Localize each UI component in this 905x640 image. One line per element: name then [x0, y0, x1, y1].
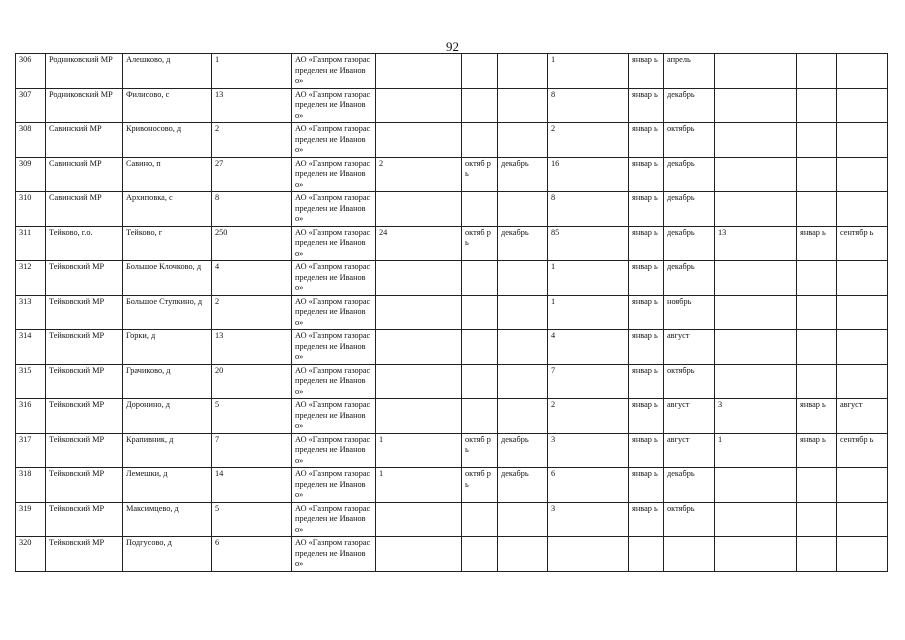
col11-cell [715, 157, 797, 192]
table-row [16, 537, 888, 572]
settlement-cell: Максимцево, д [123, 502, 212, 537]
col9-cell: январ ь [629, 330, 664, 365]
col11-cell [715, 123, 797, 158]
col12-cell [797, 502, 837, 537]
row-number-cell: 318 [16, 468, 46, 503]
row-number-cell: 306 [16, 54, 46, 89]
col6-cell [462, 330, 498, 365]
col10-cell: октябрь [664, 364, 715, 399]
col11-cell: 13 [715, 226, 797, 261]
settlement-cell: Горки, д [123, 330, 212, 365]
operator-cell: АО «Газпром газораспределен ие Иваново» [292, 123, 376, 158]
col11-cell: 3 [715, 399, 797, 434]
col9-cell: январ ь [629, 468, 664, 503]
operator-cell: АО «Газпром газораспределен ие Иваново» [292, 226, 376, 261]
table-row [16, 502, 888, 537]
col9-cell: январ ь [629, 433, 664, 468]
col8-cell: 2 [548, 123, 629, 158]
operator-cell: АО «Газпром газораспределен ие Иваново» [292, 399, 376, 434]
table-row [16, 226, 888, 261]
col13-cell: сентябр ь [837, 433, 888, 468]
col5-cell [376, 364, 462, 399]
col6-cell [462, 88, 498, 123]
col9-cell [629, 537, 664, 572]
district-cell: Савинский МР [46, 192, 123, 227]
col6-cell: октяб рь [462, 226, 498, 261]
row-number-cell: 317 [16, 433, 46, 468]
district-cell: Савинский МР [46, 157, 123, 192]
col7-cell [498, 192, 548, 227]
col7-cell: декабрь [498, 157, 548, 192]
col5-cell [376, 54, 462, 89]
houses-cell: 1 [212, 54, 292, 89]
district-cell: Тейковский МР [46, 537, 123, 572]
col6-cell: октяб рь [462, 433, 498, 468]
row-number-cell: 308 [16, 123, 46, 158]
col7-cell [498, 54, 548, 89]
col8-cell: 7 [548, 364, 629, 399]
col9-cell: январ ь [629, 226, 664, 261]
col10-cell: декабрь [664, 261, 715, 296]
col8-cell: 6 [548, 468, 629, 503]
col5-cell [376, 261, 462, 296]
col13-cell [837, 54, 888, 89]
col12-cell [797, 468, 837, 503]
col9-cell: январ ь [629, 295, 664, 330]
operator-cell: АО «Газпром газораспределен ие Иваново» [292, 295, 376, 330]
houses-cell: 8 [212, 192, 292, 227]
houses-cell: 250 [212, 226, 292, 261]
table-row [16, 88, 888, 123]
col6-cell [462, 537, 498, 572]
col11-cell [715, 88, 797, 123]
table-row [16, 192, 888, 227]
col8-cell: 1 [548, 295, 629, 330]
col11-cell [715, 468, 797, 503]
col6-cell [462, 502, 498, 537]
col11-cell [715, 54, 797, 89]
operator-cell: АО «Газпром газораспределен ие Иваново» [292, 192, 376, 227]
col7-cell: декабрь [498, 226, 548, 261]
operator-cell: АО «Газпром газораспределен ие Иваново» [292, 364, 376, 399]
row-number-cell: 313 [16, 295, 46, 330]
operator-cell: АО «Газпром газораспределен ие Иваново» [292, 537, 376, 572]
col12-cell [797, 157, 837, 192]
col7-cell [498, 88, 548, 123]
col13-cell: август [837, 399, 888, 434]
table-row [16, 123, 888, 158]
houses-cell: 2 [212, 295, 292, 330]
col5-cell [376, 330, 462, 365]
col13-cell [837, 468, 888, 503]
col11-cell [715, 295, 797, 330]
col12-cell [797, 88, 837, 123]
col12-cell: январ ь [797, 433, 837, 468]
operator-cell: АО «Газпром газораспределен ие Иваново» [292, 502, 376, 537]
table-row [16, 330, 888, 365]
col9-cell: январ ь [629, 364, 664, 399]
col5-cell [376, 192, 462, 227]
table-row [16, 399, 888, 434]
col11-cell [715, 261, 797, 296]
row-number-cell: 315 [16, 364, 46, 399]
operator-cell: АО «Газпром газораспределен ие Иваново» [292, 330, 376, 365]
col11-cell [715, 364, 797, 399]
col9-cell: январ ь [629, 502, 664, 537]
col12-cell [797, 192, 837, 227]
col6-cell [462, 261, 498, 296]
col13-cell [837, 537, 888, 572]
col8-cell: 3 [548, 502, 629, 537]
operator-cell: АО «Газпром газораспределен ие Иваново» [292, 88, 376, 123]
district-cell: Тейково, г.о. [46, 226, 123, 261]
table-row [16, 364, 888, 399]
col8-cell: 8 [548, 192, 629, 227]
row-number-cell: 316 [16, 399, 46, 434]
col8-cell: 85 [548, 226, 629, 261]
district-cell: Родниковский МР [46, 54, 123, 89]
col12-cell [797, 295, 837, 330]
col8-cell: 8 [548, 88, 629, 123]
col12-cell [797, 123, 837, 158]
col6-cell [462, 54, 498, 89]
col10-cell: октябрь [664, 502, 715, 537]
col9-cell: январ ь [629, 54, 664, 89]
col7-cell [498, 295, 548, 330]
row-number-cell: 307 [16, 88, 46, 123]
col13-cell: сентябр ь [837, 226, 888, 261]
row-number-cell: 314 [16, 330, 46, 365]
col7-cell [498, 537, 548, 572]
col9-cell: январ ь [629, 123, 664, 158]
col6-cell [462, 364, 498, 399]
operator-cell: АО «Газпром газораспределен ие Иваново» [292, 468, 376, 503]
col7-cell [498, 123, 548, 158]
col6-cell [462, 192, 498, 227]
table-row [16, 295, 888, 330]
col13-cell [837, 261, 888, 296]
col9-cell: январ ь [629, 192, 664, 227]
col10-cell: декабрь [664, 468, 715, 503]
settlement-cell: Савино, п [123, 157, 212, 192]
houses-cell: 14 [212, 468, 292, 503]
houses-cell: 4 [212, 261, 292, 296]
col6-cell [462, 399, 498, 434]
col12-cell [797, 330, 837, 365]
row-number-cell: 311 [16, 226, 46, 261]
col10-cell: август [664, 433, 715, 468]
col13-cell [837, 330, 888, 365]
table-row [16, 468, 888, 503]
col10-cell [664, 537, 715, 572]
col10-cell: август [664, 399, 715, 434]
col9-cell: январ ь [629, 261, 664, 296]
col7-cell [498, 261, 548, 296]
settlement-cell: Кривоносово, д [123, 123, 212, 158]
col5-cell [376, 537, 462, 572]
col8-cell [548, 537, 629, 572]
col8-cell: 1 [548, 261, 629, 296]
settlement-cell: Грачиково, д [123, 364, 212, 399]
settlement-cell: Доронино, д [123, 399, 212, 434]
col13-cell [837, 364, 888, 399]
row-number-cell: 319 [16, 502, 46, 537]
col13-cell [837, 123, 888, 158]
table-row [16, 433, 888, 468]
col12-cell: январ ь [797, 226, 837, 261]
col6-cell [462, 295, 498, 330]
col5-cell [376, 295, 462, 330]
col10-cell: апрель [664, 54, 715, 89]
col10-cell: декабрь [664, 226, 715, 261]
col8-cell: 16 [548, 157, 629, 192]
houses-cell: 13 [212, 88, 292, 123]
district-cell: Тейковский МР [46, 295, 123, 330]
settlement-cell: Большое Ступкино, д [123, 295, 212, 330]
district-cell: Тейковский МР [46, 261, 123, 296]
col10-cell: август [664, 330, 715, 365]
col8-cell: 4 [548, 330, 629, 365]
col8-cell: 3 [548, 433, 629, 468]
col12-cell: январ ь [797, 399, 837, 434]
col8-cell: 1 [548, 54, 629, 89]
col5-cell [376, 502, 462, 537]
table-row [16, 261, 888, 296]
settlement-cell: Филисово, с [123, 88, 212, 123]
operator-cell: АО «Газпром газораспределен ие Иваново» [292, 54, 376, 89]
district-cell: Савинский МР [46, 123, 123, 158]
table-row [16, 54, 888, 89]
settlement-cell: Крапивник, д [123, 433, 212, 468]
settlement-cell: Тейково, г [123, 226, 212, 261]
col10-cell: октябрь [664, 123, 715, 158]
col12-cell [797, 54, 837, 89]
col7-cell: декабрь [498, 468, 548, 503]
col9-cell: январ ь [629, 157, 664, 192]
col10-cell: декабрь [664, 157, 715, 192]
col13-cell [837, 157, 888, 192]
col13-cell [837, 192, 888, 227]
col8-cell: 2 [548, 399, 629, 434]
page-number: 92 [446, 39, 459, 54]
col6-cell: октяб рь [462, 468, 498, 503]
col11-cell [715, 502, 797, 537]
col6-cell [462, 123, 498, 158]
col12-cell [797, 261, 837, 296]
col7-cell: декабрь [498, 433, 548, 468]
gasification-schedule-table [15, 53, 888, 572]
settlement-cell: Архиповка, с [123, 192, 212, 227]
col11-cell [715, 192, 797, 227]
district-cell: Тейковский МР [46, 502, 123, 537]
col13-cell [837, 88, 888, 123]
district-cell: Тейковский МР [46, 468, 123, 503]
col10-cell: декабрь [664, 192, 715, 227]
col11-cell [715, 537, 797, 572]
row-number-cell: 310 [16, 192, 46, 227]
col12-cell [797, 364, 837, 399]
district-cell: Тейковский МР [46, 399, 123, 434]
houses-cell: 6 [212, 537, 292, 572]
col7-cell [498, 502, 548, 537]
col13-cell [837, 502, 888, 537]
houses-cell: 20 [212, 364, 292, 399]
district-cell: Родниковский МР [46, 88, 123, 123]
col7-cell [498, 399, 548, 434]
col11-cell [715, 330, 797, 365]
col6-cell: октяб рь [462, 157, 498, 192]
district-cell: Тейковский МР [46, 330, 123, 365]
col12-cell [797, 537, 837, 572]
row-number-cell: 320 [16, 537, 46, 572]
col10-cell: ноябрь [664, 295, 715, 330]
col5-cell: 1 [376, 468, 462, 503]
district-cell: Тейковский МР [46, 433, 123, 468]
col10-cell: декабрь [664, 88, 715, 123]
col9-cell: январ ь [629, 399, 664, 434]
col13-cell [837, 295, 888, 330]
settlement-cell: Большое Клочково, д [123, 261, 212, 296]
col5-cell: 24 [376, 226, 462, 261]
operator-cell: АО «Газпром газораспределен ие Иваново» [292, 157, 376, 192]
district-cell: Тейковский МР [46, 364, 123, 399]
col5-cell: 2 [376, 157, 462, 192]
col7-cell [498, 330, 548, 365]
col5-cell [376, 123, 462, 158]
col5-cell [376, 399, 462, 434]
col11-cell: 1 [715, 433, 797, 468]
col7-cell [498, 364, 548, 399]
houses-cell: 27 [212, 157, 292, 192]
col5-cell: 1 [376, 433, 462, 468]
row-number-cell: 312 [16, 261, 46, 296]
settlement-cell: Подгусово, д [123, 537, 212, 572]
table-row [16, 157, 888, 192]
table-body [16, 54, 888, 572]
settlement-cell: Лемешки, д [123, 468, 212, 503]
houses-cell: 2 [212, 123, 292, 158]
houses-cell: 5 [212, 399, 292, 434]
houses-cell: 13 [212, 330, 292, 365]
col9-cell: январ ь [629, 88, 664, 123]
houses-cell: 7 [212, 433, 292, 468]
row-number-cell: 309 [16, 157, 46, 192]
houses-cell: 5 [212, 502, 292, 537]
settlement-cell: Алешково, д [123, 54, 212, 89]
operator-cell: АО «Газпром газораспределен ие Иваново» [292, 261, 376, 296]
operator-cell: АО «Газпром газораспределен ие Иваново» [292, 433, 376, 468]
col5-cell [376, 88, 462, 123]
